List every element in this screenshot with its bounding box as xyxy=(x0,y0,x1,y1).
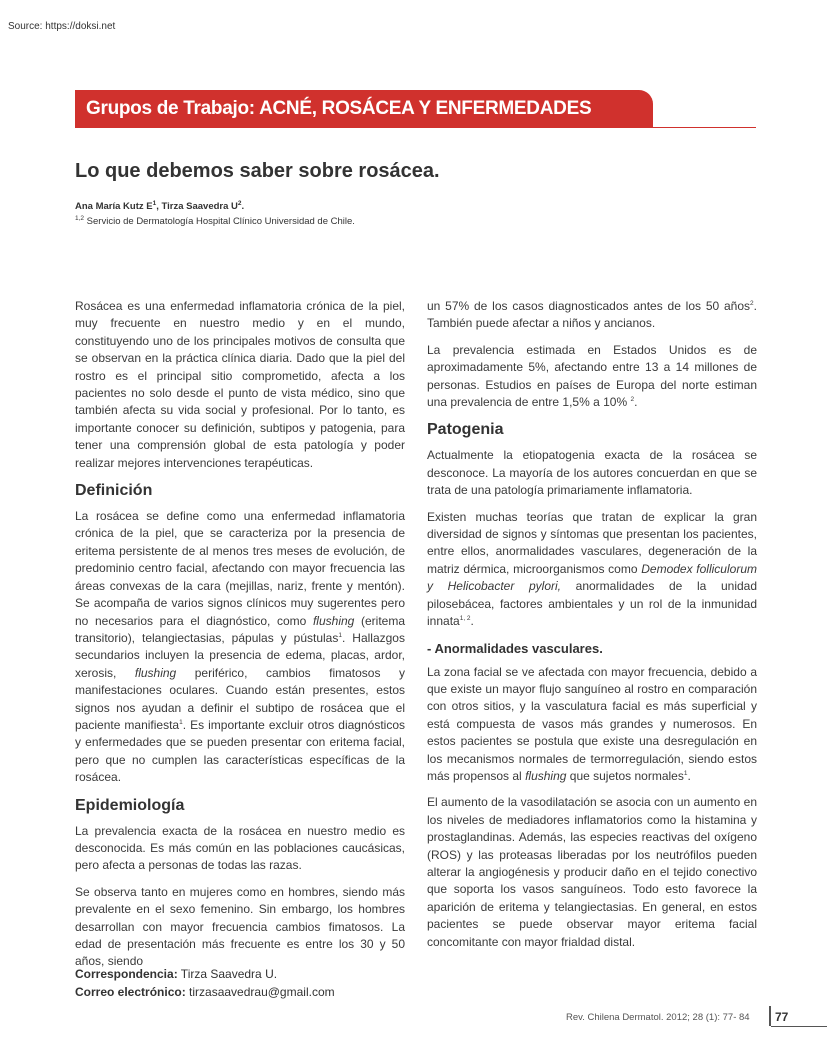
right-column xyxy=(427,298,757,960)
definition-sup-1: 1 xyxy=(338,631,342,639)
footer-divider xyxy=(769,1006,771,1026)
heading-definicion: Definición xyxy=(75,482,153,500)
correspondence-line xyxy=(75,965,335,983)
email-label: Correo electrónico: xyxy=(75,985,186,999)
prevalence-end: . xyxy=(634,395,638,410)
continuation-paragraph xyxy=(427,298,757,333)
prevalence-sup: 2 xyxy=(630,396,635,404)
intro-paragraph: Rosácea es una enfermedad inflamatoria crónica de la piel, muy frecuente en nuestro medio y en el mundo, constituyendo uno de los principales motivos de consulta que se observan en la práctica clínica diaria. Dado que la piel del rostro es el principal sitio comprometido, afecta a los pacientes no solo desde el punto de vista médico, sino que también afecta su vida social y profesional. Por lo tanto, es importante conocer su definición, subtipos y patogenia, para tener una comprensión global de esta patología y poder realizar mejores intervenciones terapéuticas. xyxy=(75,299,405,470)
affiliation xyxy=(75,216,355,227)
heading-anormalidades-vasculares: - Anormalidades vasculares. xyxy=(427,640,603,656)
section-banner: Grupos de Trabajo: ACNÉ, ROSÁCEA Y ENFERMEDADES AFINES xyxy=(75,90,653,128)
vascular-end: . xyxy=(687,768,691,783)
author-1-sup: 1 xyxy=(152,199,157,207)
vascular-paragraph-1 xyxy=(427,664,757,786)
journal-citation: Rev. Chilena Dermatol. 2012; 28 (1): 77- 84 xyxy=(566,1012,750,1023)
epidemiology-paragraph-1: La prevalencia exacta de la rosácea en nuestro medio es desconocida. Es más común en las poblaciones caucásicas, pero afecta a personas de todas las razas. xyxy=(75,823,405,873)
email-address[interactable]: tirzasaavedrau@gmail.com xyxy=(185,985,335,999)
correspondence-label: Correspondencia: xyxy=(75,967,178,981)
definition-text-c: . Hallazgos secundarios incluyen la presencia de edema, placas, ardor, xerosis, xyxy=(75,630,405,680)
author-end: . xyxy=(241,201,245,212)
correspondence-block xyxy=(75,965,335,1001)
definition-em-1: flushing xyxy=(312,613,355,628)
prevalence-text: La prevalencia estimada en Estados Unidos es de aproximadamente 5%, afectando entre 13 a 14 millones de personas. Estudios en países de Europa del norte estiman una prevalencia de entre 1,5% a 10% xyxy=(427,342,757,410)
affiliation-sup: 1,2 xyxy=(75,214,85,222)
banner-rule xyxy=(75,127,756,128)
page-number: 77 xyxy=(775,1010,789,1024)
continuation-end: . También puede afectar a niños y ancianos. xyxy=(427,299,757,331)
left-column xyxy=(75,298,405,980)
pathogenesis-text-b: anormalidades de la unidad pilosebácea, factores ambientales y un rol de la inmunidad innata xyxy=(427,579,758,629)
email-line xyxy=(75,983,335,1001)
definition-paragraph xyxy=(75,508,405,787)
pathogenesis-paragraph-1: Actualmente la etiopatogenia exacta de la rosácea se desconoce. La mayoría de los autores concuerdan en que se trata de una patología primariamente inflamatoria. xyxy=(427,448,757,498)
vascular-text-a: La zona facial se ve afectada con mayor frecuencia, debido a que existe un mayor flujo sanguíneo al rostro en comparación con otros sitios, y la vasculatura facial es más superficial y está compuesta de vasos más grandes y numerosos. En estos pacientes se postula que existe una desregulación en los mecanismos normales de termorregulación, siendo estos más propensos al xyxy=(427,664,757,783)
pathogenesis-em: Demodex folliculorum y Helicobacter pylori, xyxy=(427,561,757,594)
article-title: Lo que debemos saber sobre rosácea. xyxy=(75,160,440,182)
vascular-sup: 1 xyxy=(683,769,688,777)
authors xyxy=(75,201,244,212)
vascular-em: flushing xyxy=(525,768,567,783)
definition-text-e: . Es importante excluir otros diagnósticos y enfermedades que se pueden presentar con eritema facial, pero que no cumplen las características específicas de la rosácea. xyxy=(75,717,406,785)
pathogenesis-text-a: Existen muchas teorías que tratan de explicar la gran diversidad de signos y síntomas que presentan los pacientes, entre ellos, anormalidades vasculares, degeneración de la matriz dérmica, microorganismos como xyxy=(427,509,757,576)
epidemiology-paragraph-2: Se observa tanto en mujeres como en hombres, siendo más prevalente en el sexo femenino. Sin embargo, los hombres desarrollan con mayor frecuencia cambios fimatosos. La edad de presentación más frecuente es entre los 30 y 50 años, siendo xyxy=(75,884,405,969)
heading-epidemiologia: Epidemiología xyxy=(75,796,185,814)
author-2-sup: 2 xyxy=(237,199,242,207)
heading-patogenia: Patogenia xyxy=(427,421,504,439)
affiliation-text: Servicio de Dermatología Hospital Clínico Universidad de Chile. xyxy=(84,216,355,227)
pathogenesis-sup: 1, 2 xyxy=(459,615,471,623)
vascular-paragraph-2: El aumento de la vasodilatación se asocia con un aumento en los niveles de mediadores inflamatorios como la histamina y prostaglandinas. Además, las especies reactivas del oxígeno (ROS) y las proteasas liberadas por los neutrófilos pueden alterar la angiogénesis y producir daño en el tejido conectivo que soporta los vasos sanguíneos. Todo esto favorece la aparición de eritema y telangiectasias. En general, en estos pacientes se puede observar mayor eritema facial concomitante con mayor frialdad distal. xyxy=(427,795,757,949)
author-1: Ana María Kutz E xyxy=(75,201,153,212)
correspondence-name: Tirza Saavedra U. xyxy=(177,967,278,981)
definition-text-a: La rosácea se define como una enfermedad inflamatoria crónica de la piel, que se caracteriza por la presencia de eritema persistente de al menos tres meses de evolución, de predominio centro facial, afectando con mayor frecuencia las áreas convexas de la cara (mejillas, nariz, frente y mentón). Se acompaña de varios signos clínicos muy sugerentes pero no necesarios para el diagnóstico, como xyxy=(75,509,405,628)
continuation-text: un 57% de los casos diagnosticados antes de los 50 años xyxy=(427,299,751,313)
definition-text-d: periférico, cambios fimatosos y manifestaciones oculares. Cuando están presentes, estos signos nos ayudan a definir el subtipo de rosácea que el paciente manifiesta xyxy=(75,665,405,732)
pathogenesis-end: . xyxy=(470,614,474,629)
pathogenesis-paragraph-2 xyxy=(427,509,757,631)
continuation-sup: 2 xyxy=(750,300,754,307)
definition-em-2: flushing xyxy=(134,665,177,680)
author-separator: , Tirza Saavedra U xyxy=(156,201,238,212)
footer-rule xyxy=(771,1026,827,1027)
source-url: Source: https://doksi.net xyxy=(8,21,116,32)
definition-sup-2: 1 xyxy=(179,718,183,726)
definition-text-b: (eritema transitorio), telangiectasias, pápulas y pústulas xyxy=(75,613,405,645)
vascular-text-b: que sujetos normales xyxy=(566,768,684,783)
prevalence-paragraph xyxy=(427,342,757,412)
